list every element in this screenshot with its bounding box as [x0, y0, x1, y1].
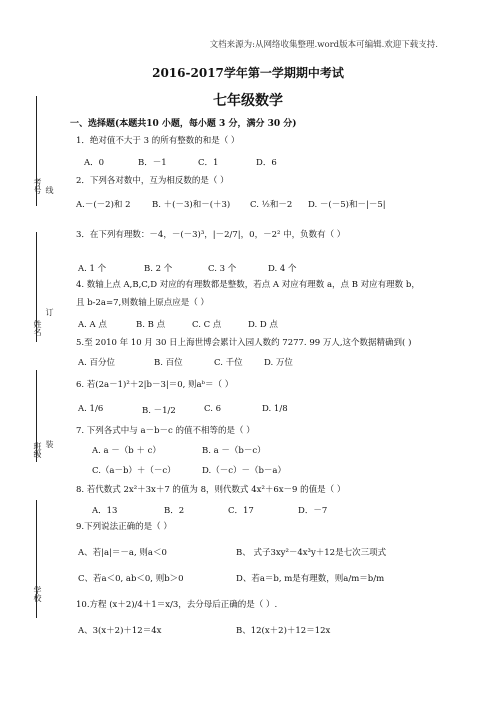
option: A．13 — [92, 506, 118, 516]
question-6: 6. 若(2a－1)²＋2|b－3|＝0, 则aᵇ＝（ ） — [76, 380, 234, 390]
label-xian: 线 — [45, 186, 54, 194]
option: A．0 — [84, 158, 105, 168]
option: D. 万位 — [264, 358, 293, 368]
question-7: 7. 下列各式中与 a－b－c 的值不相等的是（ ） — [76, 426, 255, 436]
question-1: 1．绝对值不大于 3 的所有整数的和是（ ） — [76, 136, 240, 146]
question-7-options-ab — [92, 444, 312, 456]
question-6-options — [78, 404, 312, 416]
option: A、若|a|＝－a, 则a＜0 — [78, 548, 167, 558]
question-7-options-cd — [92, 464, 322, 476]
exam-subtitle: 七年级数学 — [213, 93, 283, 109]
option: D. 4 个 — [268, 264, 297, 274]
question-3: 3．在下列有理数：－4，－(－3)³，|－2/7|，0，－2² 中，负数有（ ） — [76, 230, 346, 240]
option: B. 百位 — [154, 358, 183, 368]
question-4-options — [78, 318, 304, 330]
option: B. 2 个 — [144, 264, 173, 274]
option: C. 6 — [204, 404, 222, 414]
option: B. －1/2 — [142, 406, 176, 416]
option: A. 百分位 — [78, 358, 116, 368]
option: B. ＋(－3)和－(＋3) — [152, 200, 231, 210]
question-9: 9.下列说法正确的是（ ） — [76, 522, 172, 532]
option: B. B 点 — [136, 320, 166, 330]
question-3-options — [78, 262, 318, 274]
option: A. A 点 — [78, 320, 107, 330]
option: D. D 点 — [248, 320, 278, 330]
option: C．17 — [228, 506, 254, 516]
label-ding: 订 — [45, 308, 54, 316]
question-8: 8. 若代数式 2x²＋3x＋7 的值为 8，则代数式 4x²＋6x－9 的值是（ ） — [76, 485, 346, 495]
label-banji: 班级 — [33, 442, 42, 458]
option: D. －(－5)和－|－5| — [308, 200, 386, 210]
label-xingming: 姓名 — [33, 320, 42, 336]
question-9-options-cd — [78, 572, 416, 584]
question-10-options — [78, 624, 406, 636]
question-4-line2: 且 b-2a=7,则数轴上原点应是（ ） — [76, 298, 209, 308]
question-10: 10.方程 (x＋2)/4＋1＝x/3，去分母后正确的是（ ）. — [76, 600, 278, 610]
option: A.－(－2)和 2 — [76, 200, 131, 210]
option: A、3(x＋2)＋12＝4x — [78, 626, 162, 636]
option: C．1 — [198, 158, 219, 168]
option: C. ½和－2 — [250, 200, 293, 210]
question-8-options — [92, 504, 348, 516]
option: B．2 — [164, 506, 185, 516]
option: D、若a＝b, m是有理数，则a/m＝b/m — [236, 574, 385, 584]
option: C、若a＜0, ab＜0, 则b＞0 — [78, 574, 184, 584]
option: D. 1/8 — [262, 404, 288, 414]
label-xuexiao: 学校 — [33, 586, 42, 602]
option: D．6 — [256, 158, 277, 168]
question-2-options — [76, 198, 418, 210]
label-zhuang: 装 — [45, 440, 54, 448]
section-heading: 一、选择题(本题共10 小题，每小题 3 分，满分 30 分) — [70, 119, 297, 129]
option: D．－7 — [298, 506, 328, 516]
question-4-line1: 4. 数轴上点 A,B,C,D 对应的有理数都是整数，若点 A 对应有理数 a，点 B 对应有理数 b， — [76, 280, 420, 290]
option: C. 3 个 — [208, 264, 237, 274]
option: C.（a－b）＋（－c） — [92, 466, 176, 476]
option: B、12(x＋2)＋12＝12x — [236, 626, 331, 636]
option: C. 千位 — [214, 358, 243, 368]
option: B. a －（b－c） — [202, 446, 266, 456]
label-kaohao: 考号 — [33, 178, 42, 194]
question-1-options — [84, 156, 306, 168]
exam-title: 2016-2017学年第一学期期中考试 — [152, 66, 344, 80]
option: D.（－c）－（b－a） — [202, 466, 286, 476]
header-note: 文档来源为:从网络收集整理.word版本可编辑.欢迎下载支持. — [209, 40, 438, 50]
option: A. 1/6 — [78, 404, 104, 414]
option: B、 式子3xy²－4x³y＋12是七次三项式 — [236, 548, 387, 558]
question-2: 2．下列各对数中，互为相反数的是（ ） — [76, 176, 229, 186]
option: A. 1 个 — [78, 264, 107, 274]
option: A. a －（b ＋ c） — [92, 446, 161, 456]
question-5-options — [78, 356, 314, 368]
question-5: 5.至 2010 年 10 月 30 日上海世博会累计入园人数约 7277. 99 万人,这个数据精确到( ) — [76, 338, 412, 348]
option: B．－1 — [138, 158, 167, 168]
question-9-options-ab — [78, 546, 416, 558]
option: C. C 点 — [192, 320, 222, 330]
